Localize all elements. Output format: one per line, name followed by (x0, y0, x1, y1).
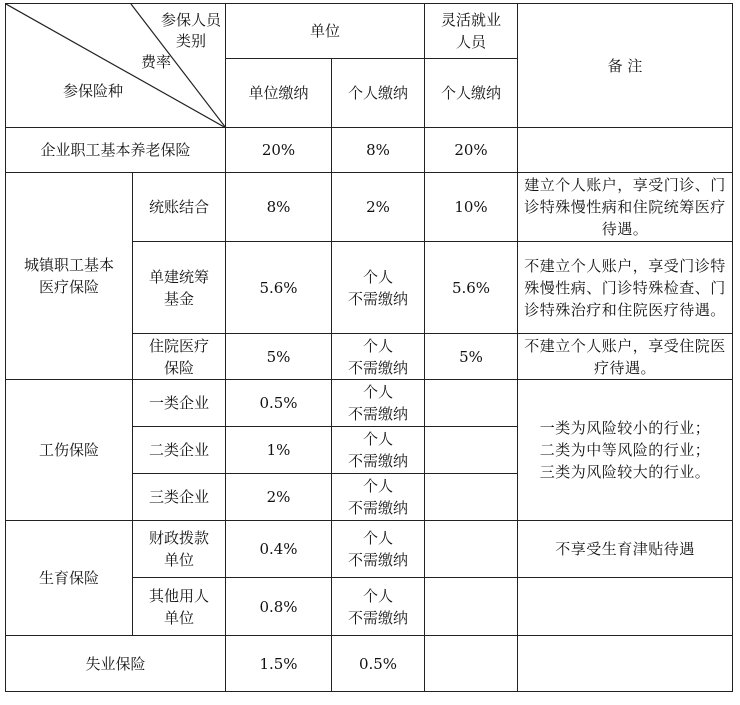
unemployment-note (518, 636, 733, 692)
maternity-unit-rate: 0.4% (226, 521, 332, 578)
maternity-name: 生育保险 (6, 521, 133, 636)
remarks-header: 备 注 (518, 4, 733, 128)
injury-flex-rate (425, 474, 518, 521)
unit-header: 单位 (226, 4, 425, 59)
maternity-personal-rate: 个人 不需缴纳 (332, 578, 425, 636)
unit-pay-header: 单位缴纳 (226, 59, 332, 128)
injury-personal-rate: 个人 不需缴纳 (332, 427, 425, 474)
unemployment-unit-rate: 1.5% (226, 636, 332, 692)
pension-unit-rate: 20% (226, 128, 332, 173)
personal-pay-header: 个人缴纳 (332, 59, 425, 128)
medical-flex-rate: 5.6% (425, 242, 518, 334)
maternity-note (518, 578, 733, 636)
unemployment-flex-rate (425, 636, 518, 692)
pension-flex-rate: 20% (425, 128, 518, 173)
insurance-type-label: 参保险种 (62, 82, 123, 100)
medical-flex-rate: 10% (425, 173, 518, 242)
injury-note: 一类为风险较小的行业； 二类为中等风险的行业； 三类为风险较大的行业。 (518, 380, 733, 521)
injury-unit-rate: 0.5% (226, 380, 332, 427)
medical-personal-rate: 个人 不需缴纳 (332, 242, 425, 334)
medical-note: 不建立个人账户，享受门诊特殊慢性病、门诊特殊检查、门诊特殊治疗和住院医疗待遇。 (518, 242, 733, 334)
category-label: 参保人员 类别 (160, 11, 221, 50)
injury-personal-rate: 个人 不需缴纳 (332, 380, 425, 427)
medical-flex-rate: 5% (425, 334, 518, 380)
pension-note (518, 128, 733, 173)
injury-name: 工伤保险 (6, 380, 133, 521)
table-row (6, 636, 733, 692)
maternity-note: 不享受生育津贴待遇 (518, 521, 733, 578)
maternity-sub: 其他用人 单位 (133, 578, 226, 636)
flexible-employment-header: 灵活就业 人员 (425, 4, 518, 59)
medical-name: 城镇职工基本 医疗保险 (6, 173, 133, 380)
pension-name: 企业职工基本养老保险 (6, 128, 226, 173)
unemployment-personal-rate: 0.5% (332, 636, 425, 692)
medical-unit-rate: 8% (226, 173, 332, 242)
injury-sub: 一类企业 (133, 380, 226, 427)
medical-unit-rate: 5.6% (226, 242, 332, 334)
unemployment-name: 失业保险 (6, 636, 226, 692)
injury-flex-rate (425, 380, 518, 427)
table-row (6, 380, 733, 427)
medical-note: 建立个人账户，享受门诊、门诊特殊慢性病和住院统筹医疗待遇。 (518, 173, 733, 242)
medical-personal-rate: 个人 不需缴纳 (332, 334, 425, 380)
injury-flex-rate (425, 427, 518, 474)
medical-note: 不建立个人账户，享受住院医疗待遇。 (518, 334, 733, 380)
injury-unit-rate: 2% (226, 474, 332, 521)
medical-sub: 单建统筹 基金 (133, 242, 226, 334)
rate-label: 费率 (140, 53, 171, 71)
medical-unit-rate: 5% (226, 334, 332, 380)
flexible-pay-header: 个人缴纳 (425, 59, 518, 128)
injury-unit-rate: 1% (226, 427, 332, 474)
table-row (6, 521, 733, 578)
maternity-flex-rate (425, 521, 518, 578)
maternity-sub: 财政拨款 单位 (133, 521, 226, 578)
medical-sub: 统账结合 (133, 173, 226, 242)
insurance-rate-table (5, 3, 733, 692)
medical-personal-rate: 2% (332, 173, 425, 242)
maternity-unit-rate: 0.8% (226, 578, 332, 636)
table-row (6, 173, 733, 242)
table-row (6, 128, 733, 173)
injury-sub: 三类企业 (133, 474, 226, 521)
injury-personal-rate: 个人 不需缴纳 (332, 474, 425, 521)
medical-sub: 住院医疗 保险 (133, 334, 226, 380)
maternity-personal-rate: 个人 不需缴纳 (332, 521, 425, 578)
maternity-flex-rate (425, 578, 518, 636)
diagonal-header-cell (6, 4, 226, 128)
pension-personal-rate: 8% (332, 128, 425, 173)
injury-sub: 二类企业 (133, 427, 226, 474)
